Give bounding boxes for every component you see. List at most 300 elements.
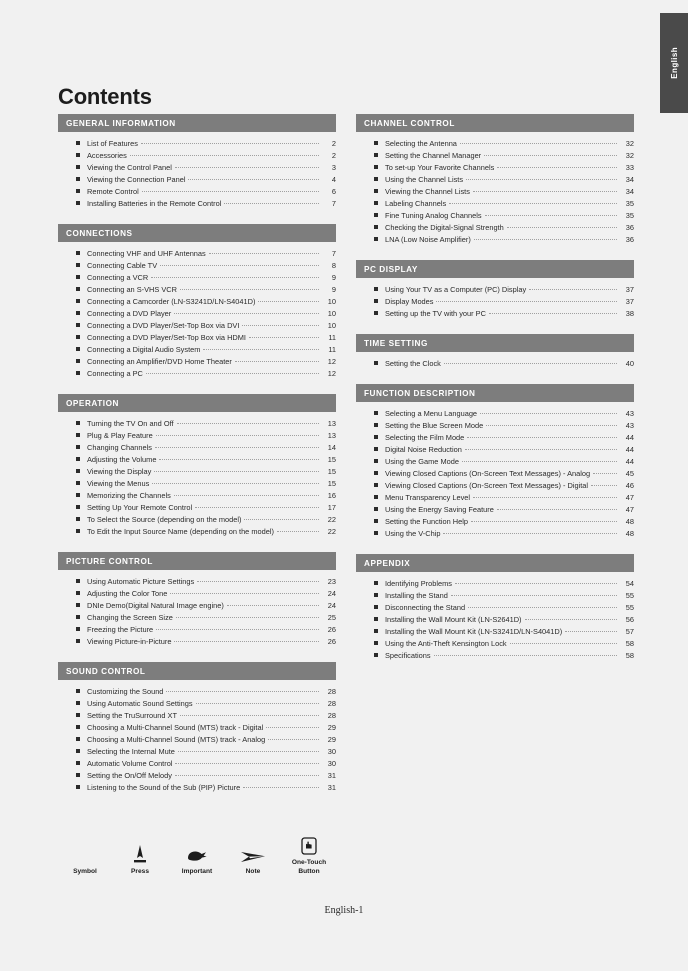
toc-entry-page-number: 10 [327,297,336,306]
toc-entry[interactable] [58,746,336,758]
toc-entry[interactable] [58,782,336,794]
toc-entry-label: Installing Batteries in the Remote Control [87,199,222,208]
toc-entry-label: Plug & Play Feature [87,431,153,440]
section-header: GENERAL INFORMATION [58,114,336,132]
toc-entry-page-number: 30 [327,759,336,768]
leader-dots [151,277,319,278]
toc-entry-label: Display Modes [385,297,434,306]
toc-entry-page-number: 48 [625,529,634,538]
bullet-square-icon [374,593,378,597]
toc-entry[interactable] [356,650,634,662]
toc-entry[interactable] [58,758,336,770]
toc-entry[interactable] [356,456,634,468]
toc-entry-page-number: 8 [331,261,336,270]
toc-entry-page-number: 40 [625,359,634,368]
toc-entry-page-number: 35 [625,211,634,220]
toc-entry-label: Installing the Wall Mount Kit (LN-S2641D) [385,615,522,624]
toc-entry[interactable] [58,138,336,150]
toc-entry-label: Setting the TruSurround XT [87,711,177,720]
toc-entry[interactable] [58,588,336,600]
toc-entry[interactable] [58,624,336,636]
section-header: TIME SETTING [356,334,634,352]
leader-dots [455,583,617,584]
toc-entry-page-number: 25 [327,613,336,622]
toc-entry-label: Using the Channel Lists [385,175,464,184]
toc-entry[interactable] [58,260,336,272]
toc-entry[interactable] [58,430,336,442]
toc-entry-page-number: 28 [327,711,336,720]
leader-dots [152,483,319,484]
bullet-square-icon [374,507,378,511]
toc-entry[interactable] [58,332,336,344]
toc-entry[interactable] [58,576,336,588]
toc-entry-label: Using Automatic Picture Settings [87,577,195,586]
toc-entry-label: Selecting a Menu Language [385,409,478,418]
toc-entry-page-number: 28 [327,687,336,696]
toc-entry-page-number: 43 [625,409,634,418]
toc-entry-label: Viewing Closed Captions (On-Screen Text Messages) - Digital [385,481,589,490]
leader-dots [174,641,319,642]
bullet-square-icon [374,225,378,229]
toc-entry-page-number: 14 [327,443,336,452]
toc-entry[interactable] [356,234,634,246]
toc-entry-label: Adjusting the Volume [87,455,157,464]
toc-entry[interactable] [58,308,336,320]
leader-dots [196,703,319,704]
toc-entry[interactable] [356,162,634,174]
leader-dots [188,179,319,180]
leader-dots [507,227,617,228]
toc-entry[interactable] [58,174,336,186]
bullet-square-icon [374,361,378,365]
bullet-square-icon [76,627,80,631]
toc-section [356,554,634,662]
toc-entry-page-number: 57 [625,627,634,636]
bullet-square-icon [76,275,80,279]
leader-dots [177,423,319,424]
toc-entry-page-number: 46 [625,481,634,490]
bullet-square-icon [374,213,378,217]
toc-entry-page-number: 31 [327,783,336,792]
toc-entry[interactable] [58,490,336,502]
toc-entry-label: Installing the Stand [385,591,448,600]
bullet-square-icon [374,435,378,439]
bullet-square-icon [76,371,80,375]
leader-dots [175,167,319,168]
toc-entry-label: Using the V-Chip [385,529,441,538]
toc-entry-page-number: 55 [625,603,634,612]
bullet-square-icon [76,177,80,181]
bullet-square-icon [374,201,378,205]
toc-entry-label: Selecting the Internal Mute [87,747,175,756]
toc-entry-page-number: 15 [327,467,336,476]
toc-entry-label: Connecting an S-VHS VCR [87,285,177,294]
toc-entry[interactable] [58,612,336,624]
leader-dots [180,715,319,716]
leader-dots [224,203,319,204]
section-header: CONNECTIONS [58,224,336,242]
toc-entry[interactable] [58,526,336,538]
leader-dots [249,337,319,338]
toc-entry-page-number: 58 [625,651,634,660]
page-footer: English-1 [324,905,364,916]
toc-entry[interactable] [58,478,336,490]
toc-entry[interactable] [58,514,336,526]
leader-dots [176,617,319,618]
toc-entry-page-number: 6 [331,187,336,196]
toc-entry-label: To Select the Source (depending on the model) [87,515,242,524]
leader-dots [235,361,319,362]
toc-entry-label: Setting the Blue Screen Mode [385,421,484,430]
toc-entry-label: Connecting a DVD Player [87,309,172,318]
toc-entry[interactable] [356,210,634,222]
toc-entry[interactable] [356,528,634,540]
toc-entry[interactable] [58,162,336,174]
leader-dots [180,289,319,290]
toc-entry-page-number: 10 [327,321,336,330]
toc-entry-page-number: 37 [625,297,634,306]
section-entry-list [356,402,634,540]
toc-entry-page-number: 24 [327,589,336,598]
leader-dots [484,155,617,156]
bullet-square-icon [76,445,80,449]
bullet-square-icon [76,785,80,789]
leader-dots [444,363,617,364]
bullet-square-icon [76,639,80,643]
legend-item [112,842,168,876]
leader-dots [497,167,617,168]
toc-entry-label: Specifications [385,651,431,660]
legend-no-icon [58,842,112,864]
toc-entry-page-number: 2 [331,151,336,160]
legend-item [168,842,226,876]
bullet-square-icon [76,433,80,437]
section-entry-list [356,132,634,246]
toc-entry-page-number: 23 [327,577,336,586]
toc-entry-label: Memorizing the Channels [87,491,171,500]
toc-entry[interactable] [356,626,634,638]
toc-entry-label: Digital Noise Reduction [385,445,462,454]
leader-dots [529,289,617,290]
leader-dots [462,461,617,462]
leader-dots [142,191,319,192]
toc-entry-label: Connecting Cable TV [87,261,158,270]
toc-entry[interactable] [58,344,336,356]
bullet-square-icon [76,347,80,351]
toc-entry[interactable] [356,186,634,198]
toc-entry[interactable] [356,492,634,504]
toc-entry[interactable] [58,710,336,722]
toc-entry-label: Setting up the TV with your PC [385,309,486,318]
toc-entry[interactable] [356,138,634,150]
bullet-square-icon [374,459,378,463]
bullet-square-icon [374,653,378,657]
toc-entry-page-number: 15 [327,479,336,488]
leader-dots [277,531,319,532]
leader-dots [434,655,617,656]
toc-entry[interactable] [58,734,336,746]
toc-entry[interactable] [356,222,634,234]
toc-entry[interactable] [356,408,634,420]
toc-entry[interactable] [356,174,634,186]
bullet-square-icon [76,323,80,327]
toc-entry-label: Connecting VHF and UHF Antennas [87,249,206,258]
toc-entry-label: Viewing Closed Captions (On-Screen Text Messages) - Analog [385,469,591,478]
leader-dots [485,215,617,216]
section-header: CHANNEL CONTROL [356,114,634,132]
toc-entry[interactable] [356,284,634,296]
toc-entry[interactable] [58,272,336,284]
toc-entry-page-number: 32 [625,151,634,160]
bullet-square-icon [76,591,80,595]
toc-entry-page-number: 9 [331,273,336,282]
toc-section [58,662,336,794]
bullet-square-icon [76,579,80,583]
toc-entry[interactable] [356,590,634,602]
toc-entry-page-number: 3 [331,163,336,172]
section-header: PC DISPLAY [356,260,634,278]
legend-item-label: Symbol [73,868,97,875]
toc-entry-page-number: 26 [327,637,336,646]
toc-entry-page-number: 30 [327,747,336,756]
leader-dots [489,313,617,314]
leader-dots [159,459,319,460]
leader-dots [146,373,319,374]
toc-entry[interactable] [58,320,336,332]
toc-entry-label: Automatic Volume Control [87,759,173,768]
bullet-square-icon [76,153,80,157]
toc-entry[interactable] [356,468,634,480]
toc-entry-page-number: 29 [327,723,336,732]
bullet-square-icon [76,421,80,425]
toc-entry-label: Setting the Clock [385,359,441,368]
toc-entry-label: Customizing the Sound [87,687,164,696]
toc-entry-label: To set-up Your Favorite Channels [385,163,495,172]
toc-entry-label: LNA (Low Noise Amplifier) [385,235,471,244]
toc-entry[interactable] [58,356,336,368]
bullet-square-icon [76,359,80,363]
leader-dots [468,607,617,608]
toc-section [58,394,336,538]
bullet-square-icon [374,311,378,315]
toc-entry[interactable] [356,198,634,210]
toc-entry[interactable] [58,284,336,296]
toc-entry-label: Connecting a DVD Player/Set-Top Box via DVI [87,321,240,330]
toc-entry[interactable] [58,636,336,648]
leader-dots [166,691,319,692]
toc-entry[interactable] [58,368,336,380]
toc-entry-label: List of Features [87,139,138,148]
bullet-square-icon [374,287,378,291]
section-entry-list [58,570,336,648]
legend-item-label-line2: Button [298,868,320,875]
toc-section [58,224,336,380]
one-touch-button-icon [280,833,338,855]
toc-entry[interactable] [58,770,336,782]
bullet-square-icon [76,773,80,777]
toc-entry-page-number: 48 [625,517,634,526]
leader-dots [497,509,617,510]
toc-entry[interactable] [58,502,336,514]
bullet-square-icon [76,287,80,291]
toc-entry-page-number: 47 [625,493,634,502]
toc-entry-label: Viewing the Display [87,467,152,476]
toc-entry[interactable] [356,420,634,432]
press-icon [112,842,168,864]
toc-entry[interactable] [356,602,634,614]
section-entry-list [58,412,336,538]
bullet-square-icon [76,603,80,607]
bullet-square-icon [76,505,80,509]
section-entry-list [58,132,336,210]
toc-entry[interactable] [356,614,634,626]
toc-entry-page-number: 9 [331,285,336,294]
toc-entry-page-number: 33 [625,163,634,172]
toc-section [356,114,634,246]
toc-entry[interactable] [356,308,634,320]
toc-entry-label: Using Automatic Sound Settings [87,699,193,708]
leader-dots [178,751,319,752]
toc-entry-label: Setting the Function Help [385,517,468,526]
leader-dots [591,485,617,486]
leader-dots [197,581,319,582]
page-title: Contents [58,84,152,109]
leader-dots [175,763,319,764]
toc-entry-label: Freezing the Picture [87,625,154,634]
leader-dots [465,449,617,450]
toc-entry-label: Using the Energy Saving Feature [385,505,494,514]
bullet-square-icon [76,201,80,205]
toc-entry-label: Using Your TV as a Computer (PC) Display [385,285,527,294]
bullet-square-icon [76,713,80,717]
legend-item-label: Important [181,868,213,875]
toc-entry[interactable] [58,150,336,162]
toc-entry-label: Connecting a VCR [87,273,149,282]
toc-entry-label: Using the Anti-Theft Kensington Lock [385,639,507,648]
leader-dots [160,265,319,266]
toc-entry[interactable] [356,578,634,590]
leader-dots [473,191,617,192]
toc-entry-page-number: 12 [327,369,336,378]
toc-entry[interactable] [58,722,336,734]
toc-entry[interactable] [356,150,634,162]
toc-entry-page-number: 32 [625,139,634,148]
bullet-square-icon [374,411,378,415]
toc-entry-page-number: 36 [625,223,634,232]
leader-dots [244,519,319,520]
toc-entry[interactable] [356,444,634,456]
bullet-square-icon [374,141,378,145]
toc-entry-page-number: 16 [327,491,336,500]
leader-dots [471,521,617,522]
toc-entry[interactable] [58,248,336,260]
section-entry-list [58,680,336,794]
leader-dots [268,739,319,740]
toc-entry[interactable] [58,418,336,430]
bullet-square-icon [76,689,80,693]
bullet-square-icon [374,299,378,303]
toc-entry-label: Choosing a Multi-Channel Sound (MTS) track - Analog [87,735,266,744]
toc-entry[interactable] [58,296,336,308]
toc-entry-page-number: 47 [625,505,634,514]
leader-dots [170,593,319,594]
bullet-square-icon [374,629,378,633]
bullet-square-icon [374,177,378,181]
toc-entry[interactable] [356,432,634,444]
toc-entry-label: Checking the Digital-Signal Strength [385,223,504,232]
toc-entry-page-number: 58 [625,639,634,648]
toc-entry-label: Selecting the Antenna [385,139,457,148]
section-entry-list [58,242,336,380]
toc-entry[interactable] [356,504,634,516]
bullet-square-icon [76,335,80,339]
toc-entry-label: Menu Transparency Level [385,493,471,502]
toc-entry[interactable] [58,198,336,210]
bullet-square-icon [76,517,80,521]
bullet-square-icon [76,615,80,619]
toc-entry[interactable] [356,480,634,492]
toc-entry-label: Identifying Problems [385,579,452,588]
legend-item [58,842,112,876]
toc-entry-label: Setting the On/Off Melody [87,771,172,780]
toc-entry-label: Disconnecting the Stand [385,603,466,612]
section-entry-list [356,352,634,370]
bullet-square-icon [76,251,80,255]
bullet-square-icon [76,165,80,169]
toc-entry-page-number: 55 [625,591,634,600]
toc-entry-label: Labeling Channels [385,199,447,208]
toc-entry[interactable] [356,638,634,650]
toc-entry-label: Choosing a Multi-Channel Sound (MTS) track - Digital [87,723,264,732]
toc-entry[interactable] [58,466,336,478]
bullet-square-icon [374,165,378,169]
section-header: APPENDIX [356,554,634,572]
bullet-square-icon [374,519,378,523]
toc-entry[interactable] [58,686,336,698]
leader-dots [460,143,617,144]
section-entry-list [356,572,634,662]
leader-dots [242,325,319,326]
toc-section [356,334,634,370]
toc-entry-page-number: 31 [327,771,336,780]
leader-dots [174,313,319,314]
legend-item [226,842,280,876]
toc-entry-label: Viewing the Menus [87,479,150,488]
toc-entry[interactable] [58,454,336,466]
toc-entry-page-number: 4 [331,175,336,184]
leader-dots [510,643,617,644]
bullet-square-icon [76,725,80,729]
bullet-square-icon [374,423,378,427]
toc-entry[interactable] [58,442,336,454]
bullet-square-icon [76,141,80,145]
toc-entry-page-number: 22 [327,515,336,524]
toc-section [356,260,634,320]
toc-entry-page-number: 34 [625,187,634,196]
toc-entry[interactable] [356,296,634,308]
symbol-legend [58,833,348,876]
toc-entry[interactable] [356,358,634,370]
toc-entry-page-number: 28 [327,699,336,708]
toc-entry[interactable] [58,600,336,612]
leader-dots [466,179,617,180]
toc-entry[interactable] [58,186,336,198]
toc-entry[interactable] [356,516,634,528]
toc-entry-page-number: 35 [625,199,634,208]
toc-entry-label: Changing the Screen Size [87,613,173,622]
section-header: OPERATION [58,394,336,412]
toc-entry[interactable] [58,698,336,710]
